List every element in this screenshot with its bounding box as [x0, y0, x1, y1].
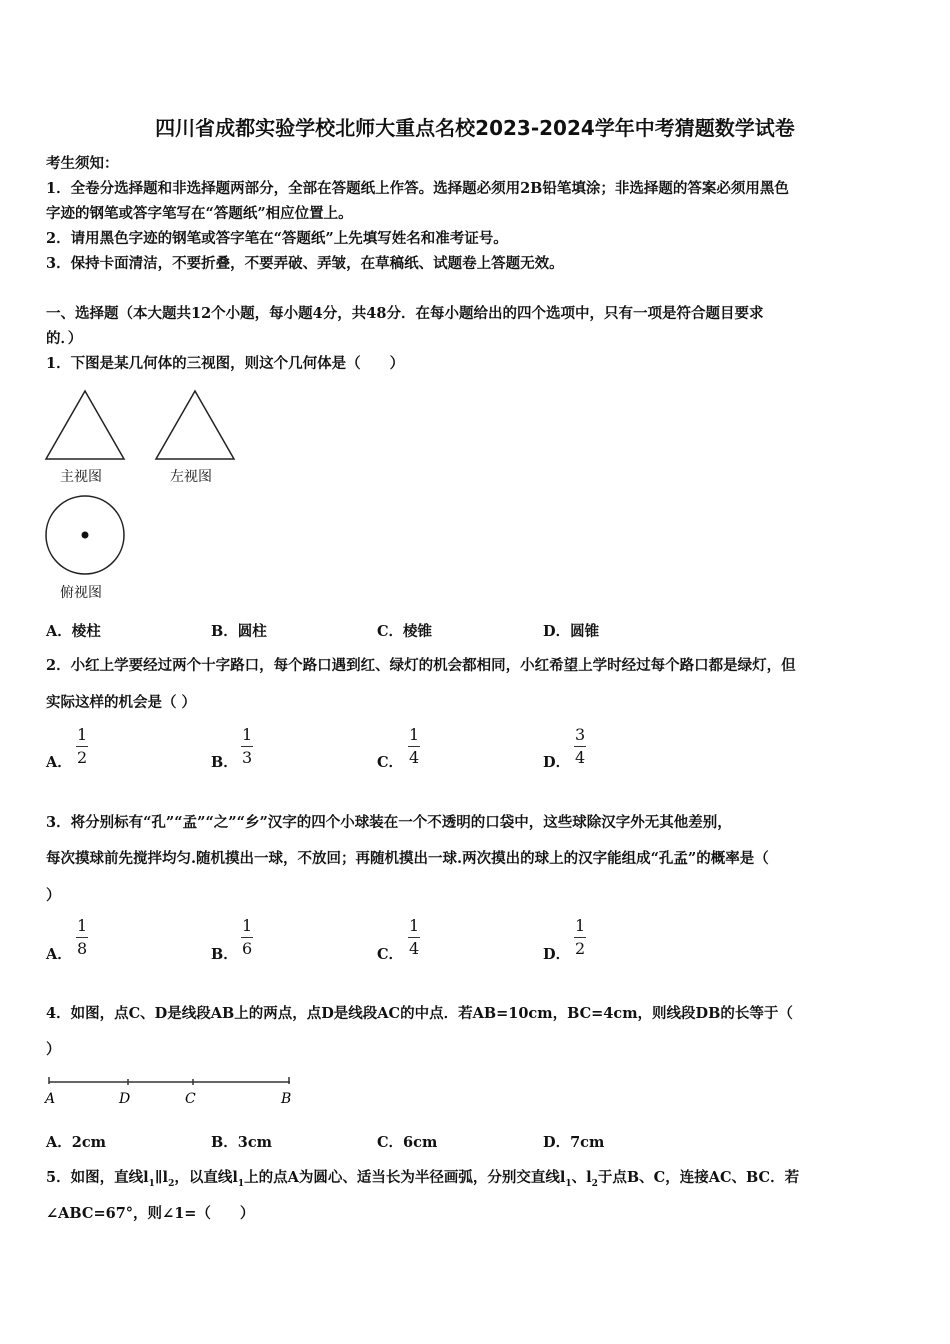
notice-item: 3．保持卡面清洁，不要折叠，不要弄破、弄皱，在草稿纸、试题卷上答题无效。 [46, 255, 564, 272]
q4-option-a[interactable]: A．2cm [46, 1134, 107, 1151]
q4-segment-figure [40, 1072, 300, 1112]
question-4-text: 4．如图，点C、D是线段AB上的两点，点D是线段AC的中点．若AB=10cm，BC=4cm，则线段DB的长等于（ [46, 1005, 793, 1022]
q2-option-b[interactable]: B． [211, 754, 238, 771]
q3-option-a[interactable]: A． [46, 946, 72, 963]
q3-option-b[interactable]: B． [211, 946, 238, 963]
question-3-text-end: ） [46, 887, 61, 904]
q2-option-c-fraction: 1 4 [409, 725, 420, 767]
front-view-label: 主视图 [60, 469, 102, 485]
question-2-text: 2．小红上学要经过两个十字路口，每个路口遇到红、绿灯的机会都相同，小红希望上学时经过每个路口都是绿灯，但 [46, 657, 796, 674]
notice-heading: 考生须知： [46, 155, 119, 172]
q1-top-view [40, 494, 140, 584]
q1-option-a[interactable]: A．棱柱 [46, 623, 101, 640]
side-view-label: 左视图 [170, 469, 212, 485]
q3-option-b-fraction: 1 6 [242, 916, 253, 958]
q4-option-b[interactable]: B．3cm [211, 1134, 273, 1151]
notice-item: 字迹的钢笔或答字笔写在“答题纸”相应位置上。 [46, 205, 353, 222]
question-5-text: 5．如图，直线$l_1\parallel l_2$，以直线$l_1$上的点A为圆心、适当长为半径画弧，分别交直线$l_1$、$l_2$于点B、C，连接AC、BC．若 [46, 1169, 800, 1189]
q2-option-a-fraction: 1 2 [77, 725, 88, 767]
section-heading-cont: 的．） [46, 330, 83, 347]
top-view-center-dot [82, 532, 89, 539]
q4-option-c[interactable]: C．6cm [377, 1134, 438, 1151]
q3-option-c[interactable]: C． [377, 946, 404, 963]
notice-item: 2．请用黑色字迹的钢笔或答字笔在“答题纸”上先填写姓名和准考证号。 [46, 230, 508, 247]
page-title: 四川省成都实验学校北师大重点名校2023-2024学年中考猜题数学试卷 [155, 116, 795, 140]
q3-option-c-fraction: 1 4 [409, 916, 420, 958]
notice-item: 1．全卷分选择题和非选择题两部分，全部在答题纸上作答。选择题必须用2B铅笔填涂；非选择题的答案必须用黑色 [46, 180, 789, 197]
section-heading: 一、选择题（本大题共12个小题，每小题4分，共48分．在每小题给出的四个选项中，只有一项是符合题目要求 [46, 305, 764, 322]
point-label-b: B [281, 1091, 292, 1107]
question-2-text-cont: 实际这样的机会是（ ） [46, 694, 197, 711]
q4-option-d[interactable]: D．7cm [543, 1134, 605, 1151]
question-4-text-end: ） [46, 1041, 61, 1058]
point-label-c: C [185, 1091, 196, 1107]
question-3-text: 3．将分别标有“孔”“孟”“之”“乡”汉字的四个小球装在一个不透明的口袋中，这些球除汉字外无其他差别， [46, 814, 732, 831]
question-5-text-cont: ∠ABC=67°，则∠1=（ ） [46, 1205, 255, 1222]
point-label-a: A [45, 1091, 56, 1107]
front-view-triangle [46, 391, 124, 459]
q1-option-c[interactable]: C．棱锥 [377, 623, 433, 640]
q2-option-b-fraction: 1 3 [242, 725, 253, 767]
question-3-text-cont: 每次摸球前先搅拌均匀.随机摸出一球，不放回；再随机摸出一球.两次摸出的球上的汉字能组成“孔孟”的概率是（ [46, 850, 769, 867]
q2-option-a[interactable]: A． [46, 754, 72, 771]
q2-option-d[interactable]: D． [543, 754, 571, 771]
q3-option-d-fraction: 1 2 [575, 916, 586, 958]
top-view-label: 俯视图 [60, 585, 102, 601]
q1-option-b[interactable]: B．圆柱 [211, 623, 267, 640]
question-1-text: 1．下图是某几何体的三视图，则这个几何体是（ ） [46, 355, 405, 372]
q1-option-d[interactable]: D．圆锥 [543, 623, 600, 640]
q3-option-a-fraction: 1 8 [77, 916, 88, 958]
q2-option-c[interactable]: C． [377, 754, 404, 771]
point-label-d: D [119, 1091, 131, 1107]
q2-option-d-fraction: 3 4 [575, 725, 586, 767]
side-view-triangle [156, 391, 234, 459]
q3-option-d[interactable]: D． [543, 946, 571, 963]
